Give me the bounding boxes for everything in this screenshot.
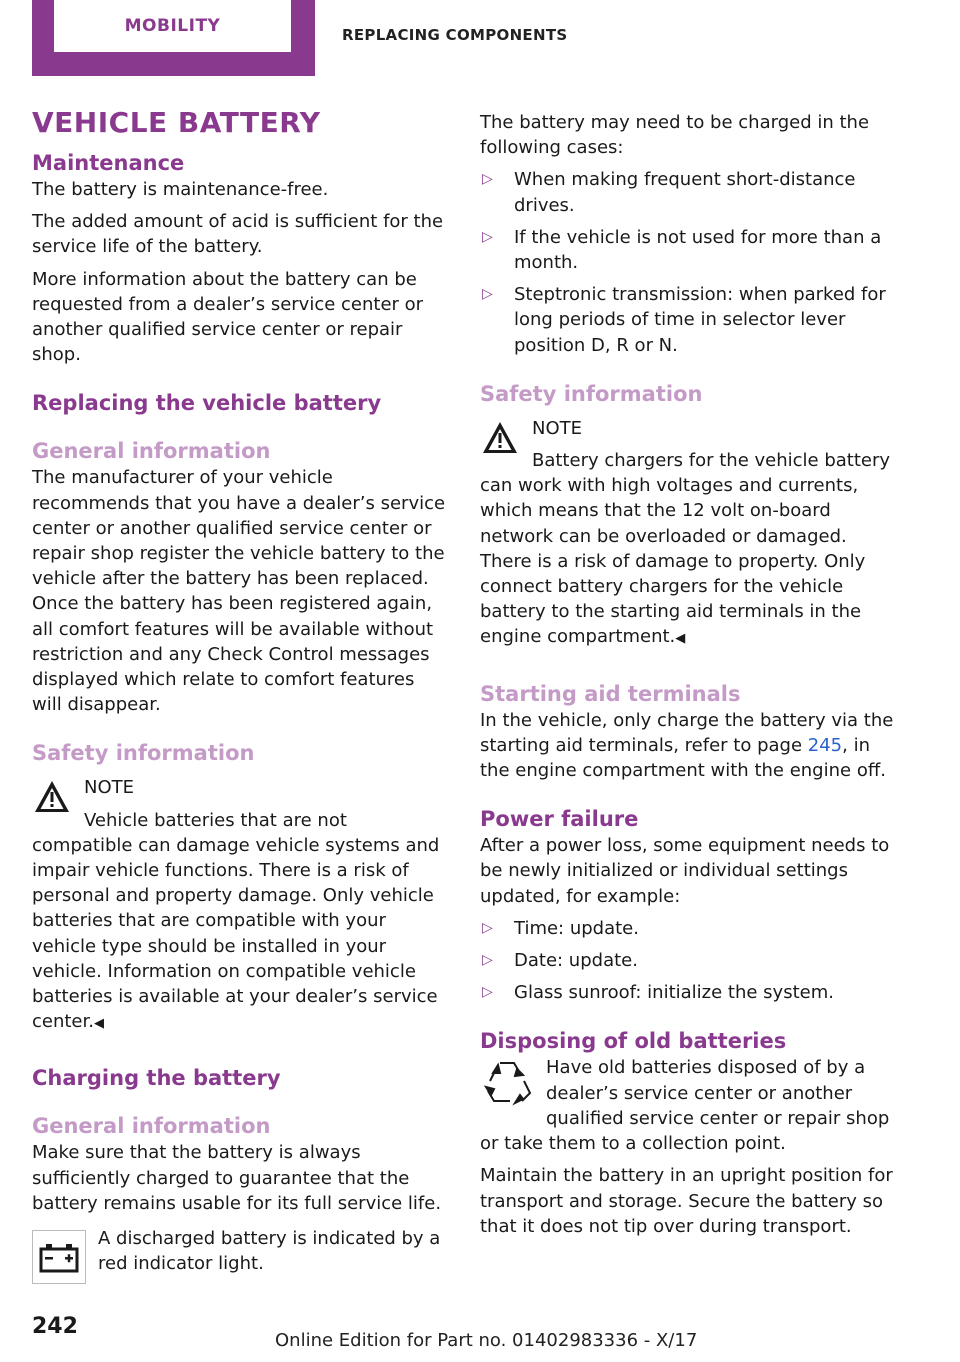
charging-heading: Charging the battery — [32, 1066, 281, 1091]
maintenance-text-3: More information about the battery can be requested from a dealer’s service center or another qualified service center or repair shop. — [32, 268, 424, 366]
list-item: ▷ If the vehicle is not used for more than a month. — [482, 226, 882, 274]
page-number: 242 — [32, 1314, 78, 1339]
list-item: ▷ Time: update. — [480, 916, 896, 941]
disposing-text-1: Have old batteries disposed of by a dealer’s service center or another qualified service center or repair shop or take them to a collection point. — [480, 1057, 890, 1155]
general-info-heading: General information — [32, 439, 271, 464]
charge-cases-intro: The battery may need to be charged in the following cases: — [480, 112, 870, 159]
chapter-tab — [32, 0, 315, 76]
bullet-marker-icon: ▷ — [482, 984, 493, 1001]
warning-triangle-icon — [480, 418, 520, 458]
left-column — [32, 106, 448, 1288]
disposing-heading: Disposing of old batteries — [480, 1029, 787, 1054]
power-failure-list — [480, 916, 896, 1006]
safety-info-heading: Safety information — [32, 741, 255, 766]
charge-cases-list — [480, 167, 896, 357]
starting-aid-heading: Starting aid terminals — [480, 681, 741, 706]
power-failure-text: After a power loss, some equipment needs to be newly initialized or individual settings updated, for example: — [480, 835, 890, 907]
bullet-marker-icon: ▷ — [482, 228, 493, 245]
safety-note — [32, 775, 448, 1036]
recycle-icon — [480, 1055, 534, 1109]
replacing-heading: Replacing the vehicle battery — [32, 391, 382, 416]
disposing-text-2: Maintain the battery in an upright position for transport and storage. Secure the battery so that it does not tip over during transport. — [480, 1165, 893, 1237]
charging-text: Make sure that the battery is always sufficiently charged to guarantee that the battery remains usable for its full service life. — [32, 1142, 442, 1214]
chapter-tab-label: MOBILITY — [54, 0, 291, 52]
warning-triangle-icon — [32, 777, 72, 817]
maintenance-heading: Maintenance — [32, 151, 185, 175]
page-header — [0, 0, 960, 80]
general-info-text: The manufacturer of your vehicle recommends that you have a dealer’s service center or another qualified service center or repair shop register the vehicle battery to the vehicle after the battery has been replaced. Once the battery has been registered again, all comfort features will be available without restriction and any Check Control messages displayed which relate to comfort features will disappear. — [32, 467, 446, 716]
page-link[interactable]: 245 — [807, 734, 843, 756]
note-text: Vehicle batteries that are not compatible can damage vehicle systems and impair vehicle functions. There is a risk of personal and property damage. Only vehicle batteries that are compatible with your vehicle type should be installed in your vehicle. Information on compatible vehicle batteries is available at your dealer’s service center. — [32, 809, 440, 1033]
bullet-marker-icon: ▷ — [482, 171, 493, 188]
list-item: ▷ Date: update. — [480, 948, 896, 973]
charging-general-heading: General information — [32, 1114, 271, 1139]
page-title: VEHICLE BATTERY — [32, 106, 321, 139]
battery-indicator-icon — [32, 1230, 86, 1284]
section-title: REPLACING COMPONENTS — [342, 26, 568, 44]
edition-text: Online Edition for Part no. 01402983336 - X/17 — [275, 1330, 698, 1351]
note-title: NOTE — [532, 417, 583, 439]
discharged-text: A discharged battery is indicated by a red indicator light. — [98, 1228, 441, 1275]
note-title: NOTE — [84, 777, 135, 799]
end-mark: ◀ — [93, 1016, 104, 1032]
charging-safety-heading: Safety information — [480, 381, 703, 406]
disposing-block — [480, 1055, 896, 1163]
discharged-indicator-block — [32, 1226, 448, 1288]
bullet-marker-icon: ▷ — [482, 952, 493, 969]
starting-aid-text: In the vehicle, only charge the battery via the starting aid terminals, refer to page 245, in the engine compartment with the engine off. — [480, 709, 894, 782]
charging-safety-note — [480, 416, 896, 652]
bullet-marker-icon: ▷ — [482, 286, 493, 303]
list-item: ▷ Steptronic transmission: when parked for long periods of time in selector lever position D, R or N. — [482, 284, 886, 356]
end-mark: ◀ — [675, 631, 686, 647]
right-column — [480, 110, 896, 1246]
list-item: ▷ Glass sunroof: initialize the system. — [480, 980, 896, 1005]
bullet-marker-icon: ▷ — [482, 919, 493, 936]
maintenance-text-2: The added amount of acid is sufficient for the service life of the battery. — [32, 211, 444, 258]
list-item: ▷ When making frequent short-distance drives. — [482, 169, 856, 216]
power-failure-heading: Power failure — [480, 807, 639, 832]
note-text: Battery chargers for the vehicle battery can work with high voltages and currents, which means that the 12 volt on-board network can be overloaded or damaged. There is a risk of damage to property. Only connect battery chargers for the vehicle battery to the starting aid terminals in the engine compartment. — [480, 450, 891, 648]
maintenance-text-1: The battery is maintenance-free. — [32, 179, 329, 200]
